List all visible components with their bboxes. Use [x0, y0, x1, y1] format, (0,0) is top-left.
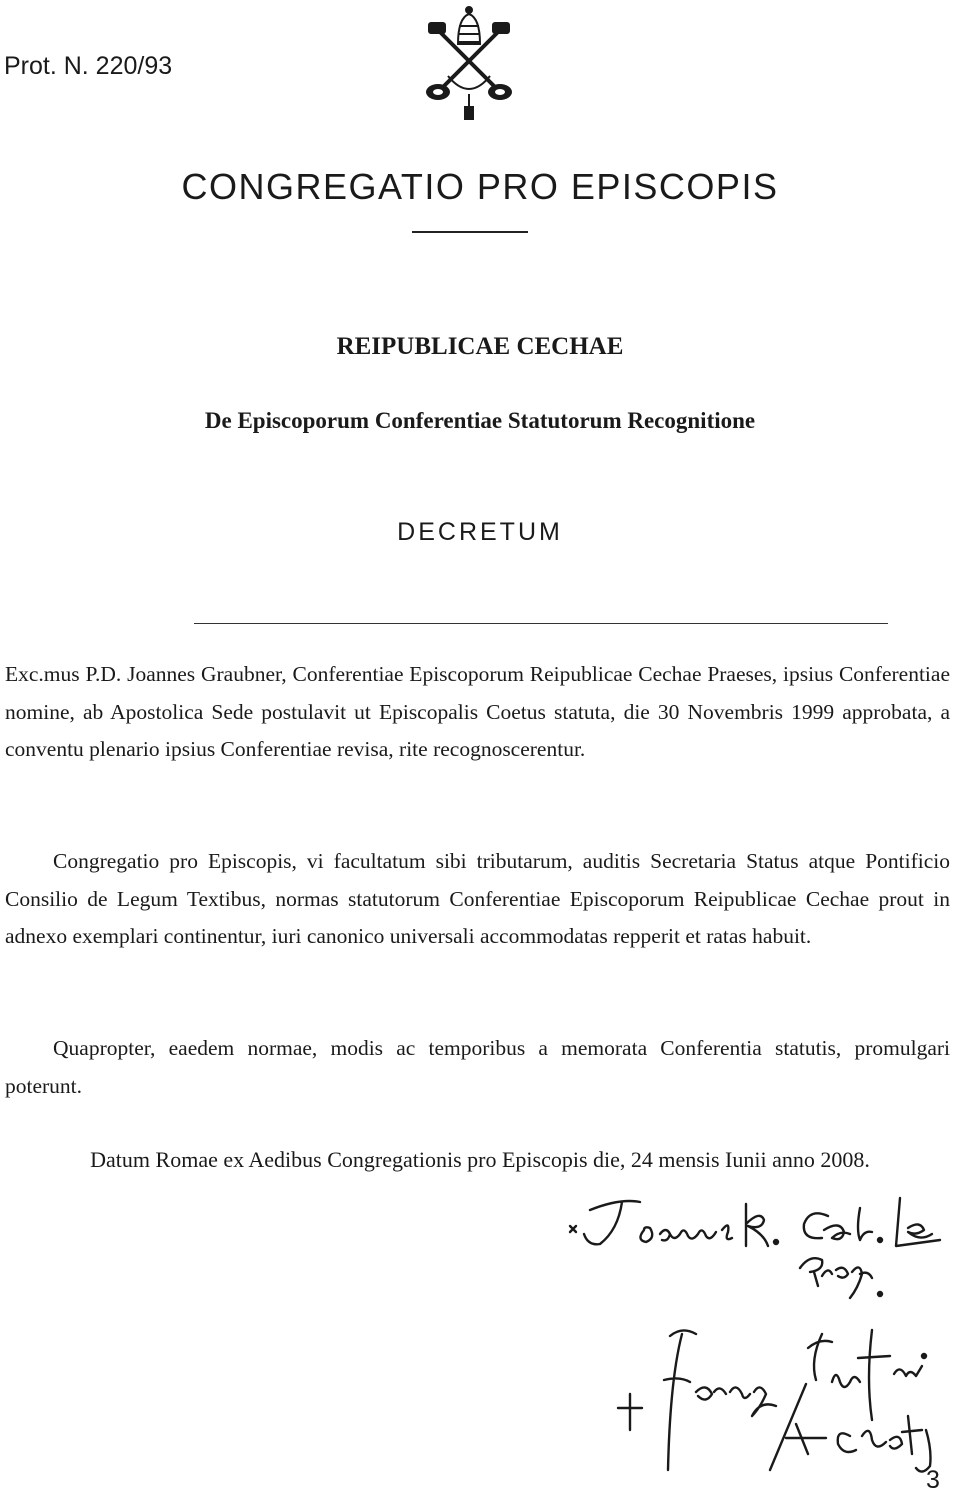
paragraph-2-text: Congregatio pro Episcopis, vi facultatum sibi tributarum, auditis Secretaria Status atque Pontificio Consilio de Legum Textibus, normas statutorum Conferentiae Episcoporum Reipublicae Cechae prout in adnexo exemplari continentur, iuri canonico universali accommodatas repperit et ratas habuit.	[5, 849, 950, 948]
section-divider	[194, 623, 888, 624]
prefect-signature	[560, 1190, 960, 1310]
page-number: 3	[926, 1466, 940, 1494]
body-paragraph-1	[5, 656, 950, 769]
paragraph-3-text: Quapropter, eaedem normae, modis ac temporibus a memorata Conferentia statutis, promulgari poterunt.	[5, 1036, 950, 1098]
subject-heading: De Episcoporum Conferentiae Statutorum Recognitione	[204, 408, 756, 433]
institution-name: CONGREGATIO PRO EPISCOPIS	[181, 166, 779, 207]
decree-heading: DECRETUM	[397, 518, 563, 546]
papal-emblem-icon	[418, 4, 520, 124]
protocol-number: Prot. N. 220/93	[4, 52, 173, 80]
title-underline	[412, 231, 528, 233]
date-line: Datum Romae ex Aedibus Congregationis pro Episcopis die, 24 mensis Iunii anno 2008.	[90, 1147, 870, 1172]
paragraph-1-text: Exc.mus P.D. Joannes Graubner, Conferentiae Episcoporum Reipublicae Cechae Praeses, ipsius Conferentiae nomine, ab Apostolica Sede postulavit ut Episcopalis Coetus statuta, die 30 Novembris 1999 approbata, a conventu plenario ipsius Conferentiae revisa, rite recognoscerentur.	[5, 662, 950, 761]
body-paragraph-2	[5, 843, 950, 956]
body-paragraph-3	[5, 1030, 950, 1105]
secretary-signature	[610, 1320, 955, 1480]
country-heading: REIPUBLICAE CECHAE	[336, 333, 624, 360]
